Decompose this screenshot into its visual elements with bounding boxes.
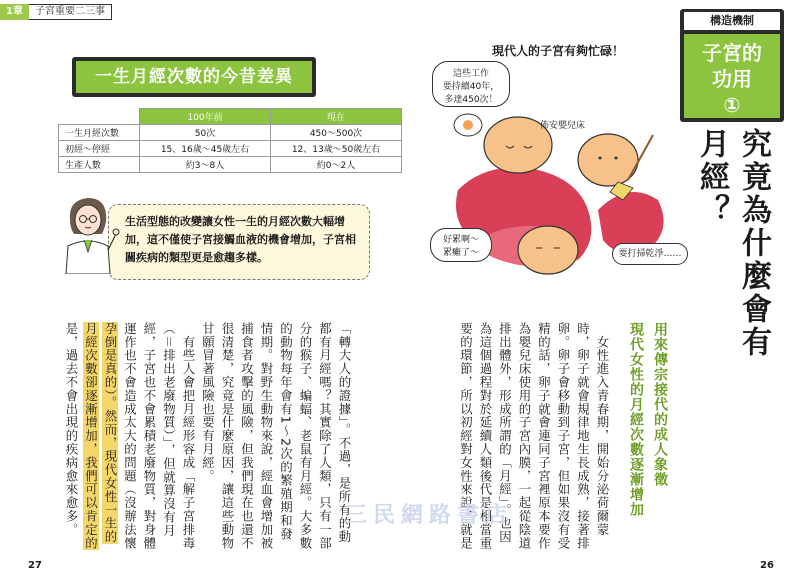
bubble-line: 多達450次！ — [444, 95, 498, 105]
left-body-column: 捕食者攻擊的風險，但我們現在也還不 — [239, 322, 255, 550]
section-title-line: 子宮的 — [702, 41, 762, 65]
right-body-column: 女性進入青春期，開始分泌荷爾蒙 — [595, 322, 610, 537]
table-cell: 450〜500次 — [271, 125, 402, 141]
comparison-table — [58, 108, 402, 173]
chapter-title: 子宮重要二三事 — [29, 4, 112, 20]
doctor-illustration — [58, 190, 120, 274]
bubble-line: 累癱了〜 — [442, 248, 479, 258]
section-title-line: ① — [723, 93, 741, 117]
left-body-column: 孕倒是真的）。然而，現代女性一生的 — [103, 322, 118, 544]
row-label: 初經〜停經 — [59, 141, 140, 157]
label-baby-bed: 佈安嬰兒床 — [540, 121, 586, 131]
left-body-column: 月經次數卻逐漸增加，我們可以肯定的 — [83, 322, 99, 550]
speech-bubble — [432, 61, 510, 107]
table-cell: 15、16歲〜45歲左右 — [140, 141, 271, 157]
table-cell: 約0〜2人 — [271, 157, 402, 173]
page-number-right: 26 — [760, 560, 774, 571]
left-body-column: 是，過去不會出現的疾病愈來愈多。 — [64, 322, 79, 537]
table-cell: 約3〜8人 — [140, 157, 271, 173]
left-body-column: 都有月經嗎？其實除了人類，只有一部 — [317, 322, 333, 550]
left-body-column: 甘願冒著風險也要有月經。 — [200, 322, 216, 483]
main-heading-line: 究竟為什麼會有 — [736, 128, 771, 359]
right-body-column: 排出體外，形成所謂的「月經」。也因 — [497, 322, 513, 544]
left-body-column: 很清楚，究竟是什麼原因，讓這些動物 — [220, 322, 235, 550]
comparison-title: 一生月經次數的今昔差異 — [76, 61, 312, 93]
bubble-line: 這些工作 — [452, 69, 489, 79]
left-body-column: 經，子宮也不會累積老廢物質，對身體 — [142, 322, 157, 550]
left-body-column: 運作也不會造成太大的問題（沒辦法懷 — [122, 322, 138, 550]
bubble-line: 要打掃乾淨…… — [618, 249, 682, 259]
row-label: 一生月經次數 — [59, 125, 140, 141]
table-header-row — [59, 109, 402, 125]
table-row — [59, 125, 402, 141]
column-header: 現在 — [271, 109, 402, 125]
column-header: 100年前 — [140, 109, 271, 125]
tired-bubble — [430, 228, 492, 262]
right-body-column: 為這個過程對於延續人類後代是相當重 — [478, 322, 493, 550]
right-body-column: 為嬰兒床使用的子宮內膜，一起從陰道 — [517, 322, 532, 550]
callout-text: 生活型態的改變讓女性一生的月經次數大幅增加，這不僅使子宮接觸血液的機會增加，子宮相關疾病的類型更是愈趨多樣。 — [125, 215, 356, 264]
main-heading-line: 月經？ — [694, 128, 729, 227]
left-body-column: （＝排出老廢物質）」，但就算沒有月 — [161, 322, 177, 538]
section-label: 構造機制 — [684, 12, 780, 30]
illustration-caption: 現代人的子宮有夠忙碌！ — [492, 44, 625, 58]
right-sub-column: 用來傳宗接代的成人象徵 — [652, 322, 668, 487]
table-row — [59, 157, 402, 173]
table-cell: 50次 — [140, 125, 271, 141]
section-title — [684, 34, 780, 118]
table-cell: 12、13歲〜50歲左右 — [271, 141, 402, 157]
left-body-column: 分的猴子、蝙蝠、老鼠有月經。大多數 — [298, 322, 313, 550]
table-corner — [59, 109, 140, 125]
left-body-column: 的動物每年會有1〜2次的繁殖期和發 — [278, 322, 294, 541]
row-label: 生產人數 — [59, 157, 140, 173]
left-body-column: 有些人會把月經形容成「解子宮排毒 — [181, 322, 196, 550]
right-body-column: 時，卵子就會規律地生長成熟，接著排 — [575, 322, 591, 550]
right-body-column: 精的話，卵子就會連同子宮裡原本要作 — [536, 322, 552, 550]
right-body-column: 要的環節，所以初經對女性來說，就是 — [458, 322, 474, 550]
section-title-line: 功用 — [712, 67, 752, 91]
page-number-left: 27 — [28, 560, 42, 571]
clean-bubble — [612, 243, 688, 265]
right-sub-column: 現代女性的月經次數逐漸增加 — [628, 322, 644, 517]
right-body-column: 卵。卵子會移動到子宮，但如果沒有受 — [556, 322, 571, 550]
left-body-column: 「轉大人的證據」。不過，是所有的動 — [337, 322, 352, 544]
table-row — [59, 141, 402, 157]
bubble-line: 好累啊〜 — [442, 235, 479, 245]
chapter-tab — [0, 4, 112, 20]
watermark: 三民網路書店 — [345, 503, 514, 528]
left-body-column: 情期。對野生動物來說，經血會增加被 — [259, 322, 274, 550]
chapter-number: 1章 — [0, 4, 29, 20]
bubble-line: 要持續40年， — [442, 82, 500, 92]
comparison-title-banner — [72, 57, 316, 97]
